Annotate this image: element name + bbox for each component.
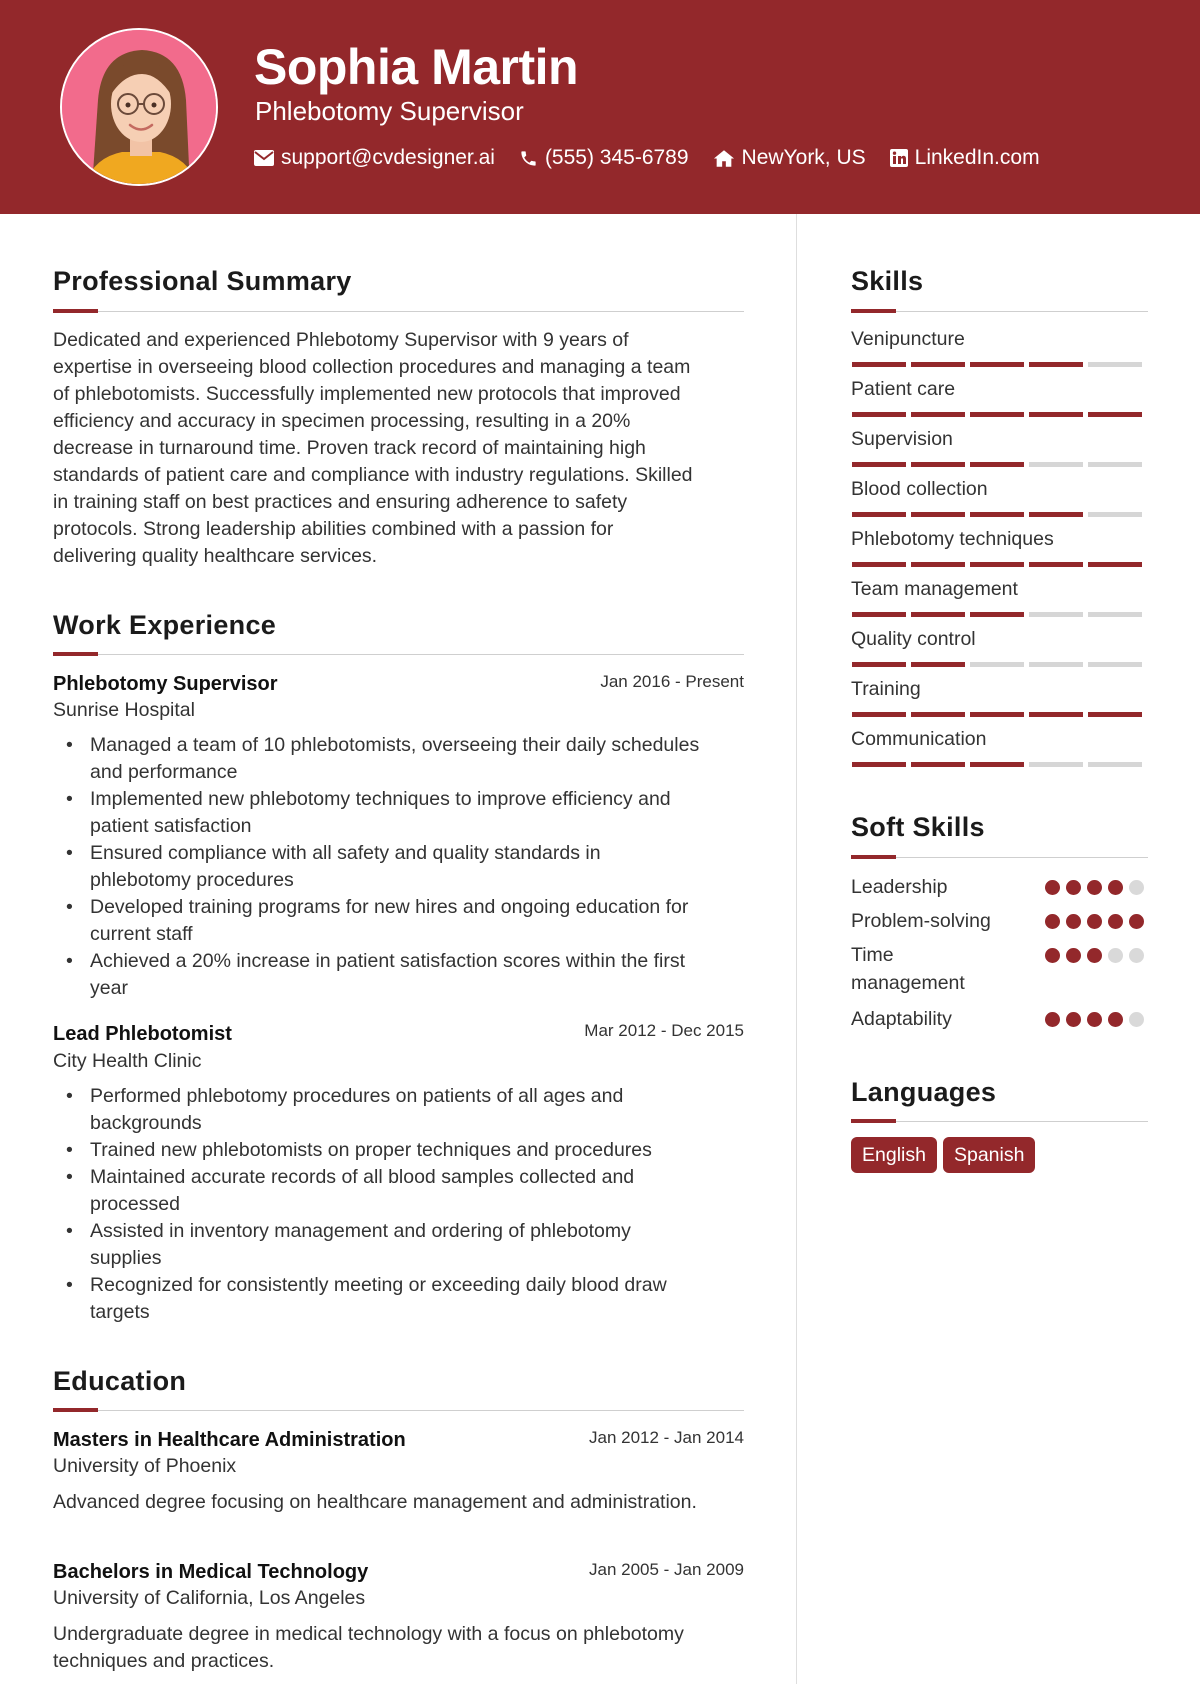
skill-level-segment: [1088, 562, 1142, 567]
rating-dot: [1087, 948, 1102, 963]
contact-phone[interactable]: [519, 146, 689, 170]
skill-level-segment: [1029, 512, 1083, 517]
skill-level-segment: [852, 762, 906, 767]
skill-level-bar: [852, 762, 1147, 767]
linkedin-text: LinkedIn.com: [914, 146, 1040, 169]
avatar-illustration: [62, 30, 218, 186]
skill-level-segment: [1088, 412, 1142, 417]
location-text: NewYork, US: [741, 146, 866, 169]
skill-level-segment: [852, 612, 906, 617]
education-heading: Education: [53, 1366, 187, 1396]
skill-level-segment: [911, 462, 965, 467]
skill-level-segment: [970, 662, 1024, 667]
rating-dot: [1066, 880, 1081, 895]
skill-level-segment: [852, 712, 906, 717]
list-item: • Maintained accurate records of all blood samples collected and processed: [53, 1164, 753, 1218]
skill-level-segment: [1088, 612, 1142, 617]
rating-dot: [1087, 1012, 1102, 1027]
skill-level-segment: [1029, 712, 1083, 717]
skill-level-segment: [911, 512, 965, 517]
contact-list: [254, 146, 1064, 170]
skill-level-segment: [1029, 662, 1083, 667]
profile-photo: [60, 28, 218, 186]
phone-icon: [519, 149, 538, 168]
skill-level-segment: [1029, 612, 1083, 617]
soft-skill-label: Time management: [851, 944, 965, 994]
soft-skills-heading: Soft Skills: [851, 812, 985, 842]
list-item: • Ensured compliance with all safety and quality standards in phlebotomy procedures: [53, 840, 753, 894]
rating-dot: [1108, 914, 1123, 929]
rating-dot: [1066, 914, 1081, 929]
skill-level-segment: [1029, 362, 1083, 367]
job-date: Jan 2016 - Present: [600, 672, 744, 691]
skills-heading: Skills: [851, 266, 924, 296]
skill-label: Team management: [851, 578, 1018, 600]
degree-title: Bachelors in Medical Technology: [53, 1561, 369, 1583]
skill-level-segment: [911, 762, 965, 767]
summary-line: efficiency and accuracy in specimen processing, resulting in a 20%: [53, 410, 631, 432]
skill-level-segment: [970, 512, 1024, 517]
contact-email[interactable]: [254, 146, 495, 170]
skill-label: Venipuncture: [851, 328, 965, 350]
candidate-role: Phlebotomy Supervisor: [255, 96, 524, 126]
skill-level-segment: [970, 462, 1024, 467]
summary-line: decrease in turnaround time. Proven track record of maintaining high: [53, 437, 646, 459]
contact-location: [713, 146, 866, 170]
rating-dot: [1045, 1012, 1060, 1027]
skill-level-bar: [852, 362, 1147, 367]
job-title: Phlebotomy Supervisor: [53, 673, 278, 695]
job-date: Mar 2012 - Dec 2015: [584, 1021, 744, 1040]
skill-label: Blood collection: [851, 478, 988, 500]
degree-description: Undergraduate degree in medical technology with a focus on phlebotomy techniques and practices.: [53, 1623, 684, 1672]
soft-skill-rating: [1045, 948, 1150, 963]
rating-dot: [1129, 1012, 1144, 1027]
rating-dot: [1045, 948, 1060, 963]
degree-title: Masters in Healthcare Administration: [53, 1429, 406, 1451]
skill-level-segment: [970, 762, 1024, 767]
summary-rule: [53, 311, 744, 312]
skill-level-segment: [1029, 762, 1083, 767]
contact-linkedin[interactable]: [890, 146, 1040, 170]
skill-level-segment: [911, 662, 965, 667]
degree-school: University of California, Los Angeles: [53, 1587, 366, 1609]
rating-dot: [1087, 880, 1102, 895]
skill-level-bar: [852, 712, 1147, 717]
soft-skills-rule: [851, 857, 1148, 858]
rating-dot: [1129, 948, 1144, 963]
rating-dot: [1108, 948, 1123, 963]
resume-header: [0, 0, 1200, 214]
summary-line: delivering quality healthcare services.: [53, 545, 378, 567]
skill-level-segment: [852, 462, 906, 467]
list-item: • Performed phlebotomy procedures on patients of all ages and backgrounds: [53, 1083, 753, 1137]
list-item: • Assisted in inventory management and ordering of phlebotomy supplies: [53, 1218, 753, 1272]
skill-level-segment: [911, 612, 965, 617]
experience-heading: Work Experience: [53, 610, 277, 640]
skill-label: Quality control: [851, 628, 976, 650]
envelope-icon: [254, 150, 274, 166]
job-bullets: [53, 1083, 753, 1326]
skill-label: Supervision: [851, 428, 953, 450]
rating-dot: [1066, 1012, 1081, 1027]
skill-label: Training: [851, 678, 921, 700]
skill-label: Communication: [851, 728, 987, 750]
skill-level-segment: [1088, 512, 1142, 517]
phone-text: (555) 345-6789: [544, 146, 689, 169]
skill-level-segment: [852, 662, 906, 667]
job-org: City Health Clinic: [53, 1050, 202, 1072]
rating-dot: [1108, 880, 1123, 895]
education-rule: [53, 1410, 744, 1411]
soft-skill-label: Leadership: [851, 876, 948, 898]
skill-level-segment: [1029, 412, 1083, 417]
list-item: • Developed training programs for new hires and ongoing education for current staff: [53, 894, 753, 948]
email-text: support@cvdesigner.ai: [281, 146, 495, 169]
degree-school: University of Phoenix: [53, 1455, 237, 1477]
skill-level-segment: [852, 362, 906, 367]
column-divider: [796, 214, 797, 1684]
soft-skill-label: Problem-solving: [851, 910, 991, 932]
skill-level-bar: [852, 412, 1147, 417]
rating-dot: [1087, 914, 1102, 929]
list-item: • Recognized for consistently meeting or exceeding daily blood draw targets: [53, 1272, 753, 1326]
skill-level-segment: [911, 362, 965, 367]
skill-level-bar: [852, 462, 1147, 467]
skill-level-bar: [852, 562, 1147, 567]
skill-label: Phlebotomy techniques: [851, 528, 1054, 550]
skill-level-bar: [852, 612, 1147, 617]
rating-dot: [1066, 948, 1081, 963]
list-item: • Implemented new phlebotomy techniques to improve efficiency and patient satisfaction: [53, 786, 753, 840]
soft-skill-rating: [1045, 914, 1150, 929]
skill-level-segment: [970, 412, 1024, 417]
soft-skill-label: Adaptability: [851, 1008, 952, 1030]
skills-rule: [851, 311, 1148, 312]
home-icon: [713, 149, 735, 168]
degree-date: Jan 2012 - Jan 2014: [588, 1428, 744, 1447]
skill-level-segment: [911, 712, 965, 717]
skill-level-segment: [970, 712, 1024, 717]
list-item: • Achieved a 20% increase in patient satisfaction scores within the first year: [53, 948, 753, 1002]
linkedin-icon: [890, 149, 908, 167]
skill-level-segment: [1088, 712, 1142, 717]
summary-line: expertise in overseeing blood collection procedures and managing a team: [53, 356, 691, 378]
summary-heading: Professional Summary: [53, 266, 352, 296]
skill-level-bar: [852, 512, 1147, 517]
skill-level-segment: [1088, 462, 1142, 467]
experience-rule: [53, 654, 744, 655]
rating-dot: [1045, 914, 1060, 929]
skill-level-segment: [852, 412, 906, 417]
candidate-name: Sophia Martin: [254, 39, 579, 95]
rating-dot: [1129, 880, 1144, 895]
summary-line: protocols. Strong leadership abilities combined with a passion for: [53, 518, 614, 540]
skill-level-segment: [911, 412, 965, 417]
skill-label: Patient care: [851, 378, 956, 400]
summary-text: [53, 327, 744, 570]
skill-level-segment: [970, 612, 1024, 617]
rating-dot: [1108, 1012, 1123, 1027]
summary-line: standards of patient care and compliance with industry regulations. Skilled: [53, 464, 693, 486]
soft-skill-rating: [1045, 880, 1150, 895]
languages-heading: Languages: [851, 1077, 997, 1107]
skill-level-segment: [911, 562, 965, 567]
skill-level-segment: [970, 562, 1024, 567]
language-tag: English: [851, 1137, 937, 1173]
skill-level-segment: [1088, 362, 1142, 367]
job-bullets: [53, 732, 753, 1002]
languages-rule: [851, 1121, 1148, 1122]
rating-dot: [1129, 914, 1144, 929]
skill-level-segment: [852, 562, 906, 567]
skill-level-segment: [970, 362, 1024, 367]
degree-date: Jan 2005 - Jan 2009: [588, 1560, 744, 1579]
skill-level-bar: [852, 662, 1147, 667]
job-org: Sunrise Hospital: [53, 699, 195, 721]
languages-list: [851, 1137, 1041, 1173]
skill-level-segment: [1029, 462, 1083, 467]
summary-line: Dedicated and experienced Phlebotomy Supervisor with 9 years of: [53, 329, 629, 351]
job-title: Lead Phlebotomist: [53, 1023, 232, 1045]
skill-level-segment: [852, 512, 906, 517]
summary-line: of phlebotomists. Successfully implemented new protocols that improved: [53, 383, 681, 405]
rating-dot: [1045, 880, 1060, 895]
list-item: • Trained new phlebotomists on proper techniques and procedures: [53, 1137, 753, 1164]
language-tag: Spanish: [943, 1137, 1035, 1173]
summary-line: in training staff on best practices and ensuring adherence to safety: [53, 491, 628, 513]
soft-skill-rating: [1045, 1012, 1150, 1027]
skill-level-segment: [1088, 762, 1142, 767]
list-item: • Managed a team of 10 phlebotomists, overseeing their daily schedules and performance: [53, 732, 753, 786]
skill-level-segment: [1088, 662, 1142, 667]
skill-level-segment: [1029, 562, 1083, 567]
degree-description: Advanced degree focusing on healthcare management and administration.: [53, 1491, 697, 1513]
